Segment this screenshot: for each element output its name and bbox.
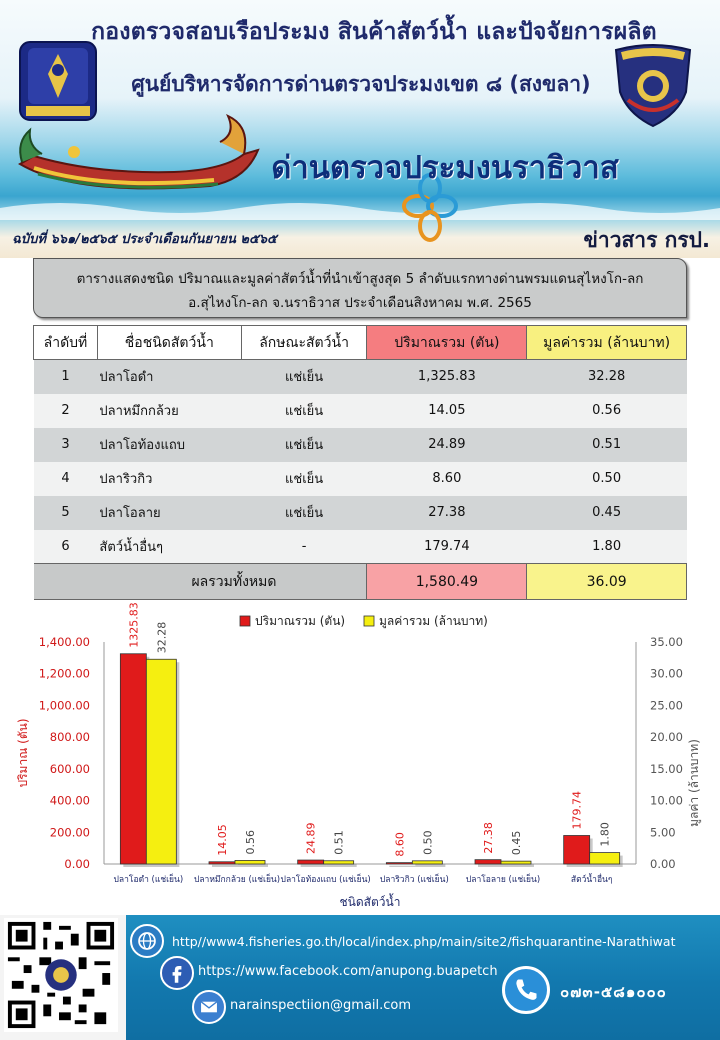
facebook-icon[interactable] — [160, 956, 194, 990]
total-qty: 1,580.49 — [367, 564, 527, 600]
cell-qty: 8.60 — [367, 462, 527, 496]
x-tick-label: สัตว์น้ำอื่นๆ — [570, 875, 613, 885]
cell-no: 2 — [34, 394, 98, 428]
cell-name: ปลาริวกิว — [97, 462, 241, 496]
table-row — [34, 360, 687, 394]
cell-qty: 1,325.83 — [367, 360, 527, 394]
table-row — [34, 428, 687, 462]
bar-shadow — [389, 866, 415, 867]
cell-value: 32.28 — [527, 360, 687, 394]
cell-value: 0.56 — [527, 394, 687, 428]
total-label: ผลรวมทั้งหมด — [34, 564, 367, 600]
header-name: ชื่อชนิดสัตว์น้ำ — [97, 326, 241, 360]
y-right-tick-label: 10.00 — [650, 793, 683, 808]
bar-qty — [120, 654, 146, 864]
header-qty: ปริมาณรวม (ตัน) — [367, 326, 527, 360]
email-link[interactable]: narainspectiion@gmail.com — [230, 998, 412, 1013]
qr-code-icon[interactable] — [4, 918, 118, 1032]
cell-name: ปลาโอดำ — [97, 360, 241, 394]
y-left-tick-label: 0.00 — [64, 857, 90, 871]
y-left-tick-label: 1,400.00 — [38, 635, 90, 649]
data-label-qty: 1325.83 — [127, 602, 141, 648]
bar-value — [324, 861, 354, 864]
table-title-line-2: อ.สุไหงโก-ลก จ.นราธิวาส ประจำเดือนสิงหาคม พ.ศ. 2565 — [188, 295, 532, 311]
data-label-value: 0.45 — [510, 830, 523, 856]
import-bar-chart — [0, 598, 720, 910]
table-title-line-1: ตารางแสดงชนิด ปริมาณและมูลค่าสัตว์น้ำที่นำเข้าสูงสุด 5 ลำดับแรกทางด่านพรมแดนสุไหงโก-ลก — [76, 271, 644, 287]
y-right-axis-title: มูลค่า (ล้านบาท) — [687, 739, 701, 827]
cell-value: 0.45 — [527, 496, 687, 530]
bar-qty — [298, 860, 324, 864]
bar-value — [412, 861, 442, 864]
data-label-value: 0.56 — [244, 829, 257, 855]
header-title-1: กองตรวจสอบเรือประมง สินค้าสัตว์น้ำ และปัจจัยการผลิต — [91, 19, 657, 45]
y-right-tick-label: 20.00 — [650, 730, 683, 745]
legend-swatch-value — [364, 616, 374, 626]
data-label-qty: 14.05 — [216, 824, 229, 856]
data-label-value: 0.51 — [332, 830, 346, 855]
header-type: ลักษณะสัตว์น้ำ — [241, 326, 367, 360]
bar-qty — [475, 860, 501, 864]
table-title — [33, 258, 687, 318]
y-left-tick-label: 1,200.00 — [38, 666, 90, 681]
phone-number[interactable]: ๐๗๓-๕๘๑๐๐๐ — [560, 983, 667, 1001]
cell-type: แช่เย็น — [241, 394, 367, 428]
legend-label-qty: ปริมาณรวม (ตัน) — [255, 614, 346, 628]
y-left-axis-title: ปริมาณ (ตัน) — [16, 718, 30, 788]
y-left-tick-label: 1,000.00 — [38, 698, 90, 713]
cell-no: 3 — [34, 428, 98, 462]
bar-value — [235, 860, 265, 864]
y-right-tick-label: 0.00 — [650, 857, 676, 871]
cell-type: แช่เย็น — [241, 462, 367, 496]
data-label-value: 32.28 — [155, 621, 169, 654]
page-header — [0, 0, 720, 258]
header-no: ลำดับที่ — [34, 326, 98, 360]
data-label-value: 0.50 — [421, 830, 435, 855]
mail-icon[interactable] — [192, 990, 226, 1024]
cell-value: 0.51 — [527, 428, 687, 462]
korlae-boat-icon — [14, 112, 264, 204]
data-label-qty: 27.38 — [482, 822, 495, 854]
y-left-tick-label: 200.00 — [49, 825, 90, 840]
phone-icon[interactable] — [502, 966, 550, 1014]
x-tick-label: ปลาโอลาย (แช่เย็น) — [465, 875, 541, 885]
bar-qty — [386, 863, 412, 864]
y-left-tick-label: 800.00 — [49, 730, 90, 745]
news-label: ข่าวสาร กรป. — [583, 228, 710, 252]
website-link[interactable]: http//www4.fisheries.go.th/local/index.php/main/site2/fishquarantine-Narathiwat — [172, 934, 676, 949]
cell-name: สัตว์น้ำอื่นๆ — [97, 530, 241, 564]
bar-shadow — [212, 865, 238, 867]
cell-no: 5 — [34, 496, 98, 530]
x-tick-label: ปลาโอท้องแถบ (แช่เย็น) — [280, 875, 371, 885]
y-right-tick-label: 5.00 — [650, 825, 676, 840]
data-label-qty: 24.89 — [304, 822, 318, 855]
total-value: 36.09 — [527, 564, 687, 600]
cell-type: แช่เย็น — [241, 496, 367, 530]
cell-qty: 179.74 — [367, 530, 527, 564]
header-value: มูลค่ารวม (ล้านบาท) — [527, 326, 687, 360]
y-right-tick-label: 30.00 — [650, 666, 683, 681]
legend-label-value: มูลค่ารวม (ล้านบาท) — [379, 614, 488, 628]
cell-no: 1 — [34, 360, 98, 394]
table-total-row — [34, 564, 687, 600]
cell-qty: 27.38 — [367, 496, 527, 530]
cell-name: ปลาโอลาย — [97, 496, 241, 530]
table-row — [34, 394, 687, 428]
cell-type: แช่เย็น — [241, 428, 367, 462]
cell-value: 1.80 — [527, 530, 687, 564]
data-label-qty: 8.60 — [393, 832, 407, 857]
bar-value — [501, 861, 531, 864]
import-table — [33, 325, 687, 600]
y-right-tick-label: 35.00 — [650, 635, 683, 649]
y-left-tick-label: 600.00 — [49, 761, 90, 776]
bar-shadow — [504, 864, 534, 867]
table-row — [34, 462, 687, 496]
facebook-link[interactable]: https://www.facebook.com/anupong.buapetch — [198, 964, 498, 979]
cell-no: 4 — [34, 462, 98, 496]
table-row — [34, 530, 687, 564]
x-axis-title: ชนิดสัตว์น้ำ — [339, 895, 401, 909]
y-right-tick-label: 15.00 — [650, 761, 683, 776]
cell-name: ปลาหมึกกล้วย — [97, 394, 241, 428]
cell-value: 0.50 — [527, 462, 687, 496]
x-tick-label: ปลาโอดำ (แช่เย็น) — [113, 875, 184, 885]
y-left-tick-label: 400.00 — [49, 793, 90, 808]
cell-type: แช่เย็น — [241, 360, 367, 394]
cell-name: ปลาโอท้องแถบ — [97, 428, 241, 462]
bar-value — [146, 659, 176, 864]
table-row — [34, 496, 687, 530]
cell-type: - — [241, 530, 367, 564]
dof-logo-left — [18, 40, 98, 122]
x-tick-label: ปลาริวกิว (แช่เย็น) — [379, 875, 449, 885]
cell-no: 6 — [34, 530, 98, 564]
table-header-row — [34, 326, 687, 360]
cell-qty: 14.05 — [367, 394, 527, 428]
station-title: ด่านตรวจประมงนราธิวาส — [271, 150, 619, 186]
legend-swatch-qty — [240, 616, 250, 626]
bar-qty — [209, 862, 235, 864]
data-label-qty: 179.74 — [570, 790, 584, 830]
x-tick-label: ปลาหมึกกล้วย (แช่เย็น) — [193, 875, 281, 885]
cell-qty: 24.89 — [367, 428, 527, 462]
issue-number: ฉบับที่ ๖๖๑/๒๕๖๕ ประจำเดือนกันยายน ๒๕๖๕ — [12, 232, 277, 247]
header-title-2: ศูนย์บริหารจัดการด่านตรวจประมงเขต ๘ (สงขลา) — [131, 72, 591, 96]
data-label-value: 1.80 — [598, 822, 612, 847]
bar-qty — [564, 835, 590, 864]
y-right-tick-label: 25.00 — [650, 698, 683, 713]
bar-value — [590, 853, 620, 864]
globe-icon[interactable] — [130, 924, 164, 958]
